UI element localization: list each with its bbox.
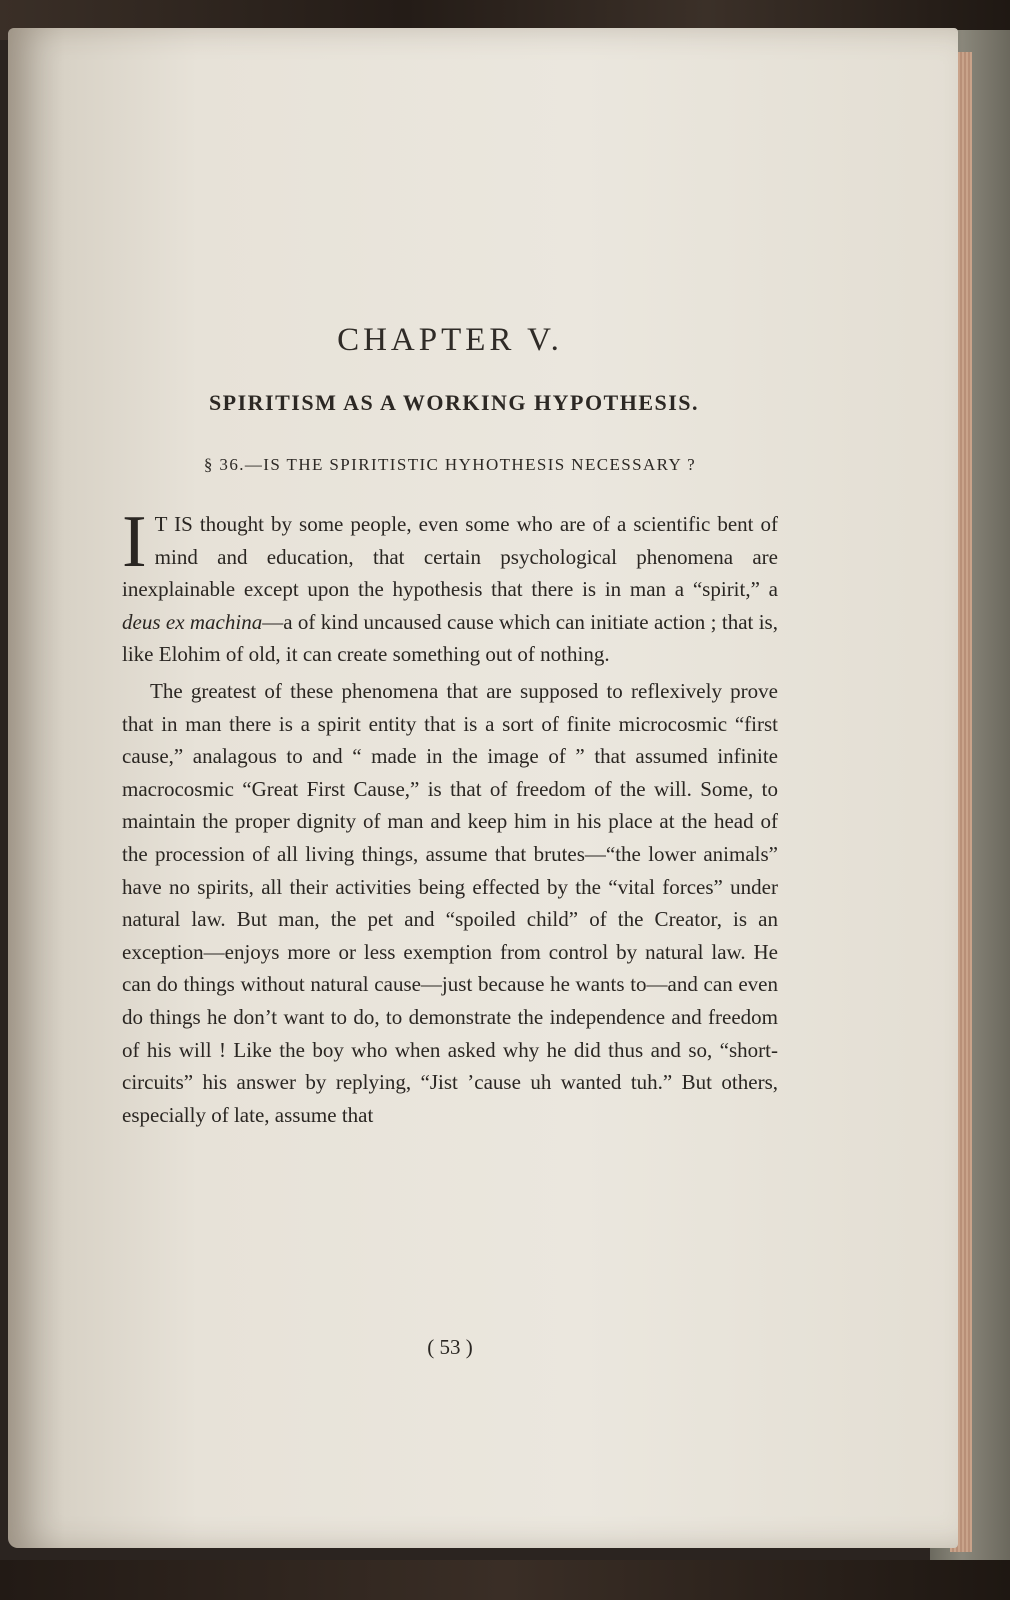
- chapter-title: CHAPTER V.: [337, 322, 563, 358]
- paragraph-1-text-a: T IS thought by some people, even some who are of a scientific bent of mind and education, that certain psychological phenomena are inexplainable except upon the hypothesis that there is in man a “spirit,” a: [122, 512, 778, 602]
- paragraph-1: [122, 501, 778, 671]
- section-heading: SPIRITISM AS A WORKING HYPOTHESIS.: [208, 390, 700, 415]
- subsection-heading: § 36.—IS THE SPIRITISTIC HYHOTHESIS NECESSARY ?: [203, 455, 697, 474]
- paragraph-1-italic: deus ex machina: [122, 609, 263, 634]
- body-text: [122, 501, 778, 1131]
- wooden-surface-bottom: [0, 1560, 1010, 1600]
- paragraph-2: The greatest of these phenomena that are supposed to reflexively prove that in man there is a spirit entity that is a sort of finite microcosmic “first cause,” analagous to and “ made in the image of ” that assumed infinite macrocosmic “Great First Cause,” is that of freedom of the will. Some, to maintain the proper dignity of man and keep him in his place at the head of the procession of all living things, assume that brutes—“the lower animals” have no spirits, all their activities being effected by the “vital forces” under natural law. But man, the pet and “spoiled child” of the Creator, is an exception—enjoys more or less exemption from control by natural law. He can do things without natural cause—just because he wants to—and can even do things he don’t want to do, to demonstrate the independence and freedom of his will ! Like the boy who when asked why he did thus and so, “short-circuits” his answer by replying, “Jist ’cause uh wanted tuh.” But others, especially of late, assume that: [122, 678, 778, 1127]
- drop-cap: I: [122, 501, 147, 583]
- page-number: ( 53 ): [427, 1335, 473, 1359]
- paragraph-1-text-b: —a of kind uncaused cause which can initiate action ; that is, like Elohim of old, it can create something out of nothing.: [122, 609, 778, 667]
